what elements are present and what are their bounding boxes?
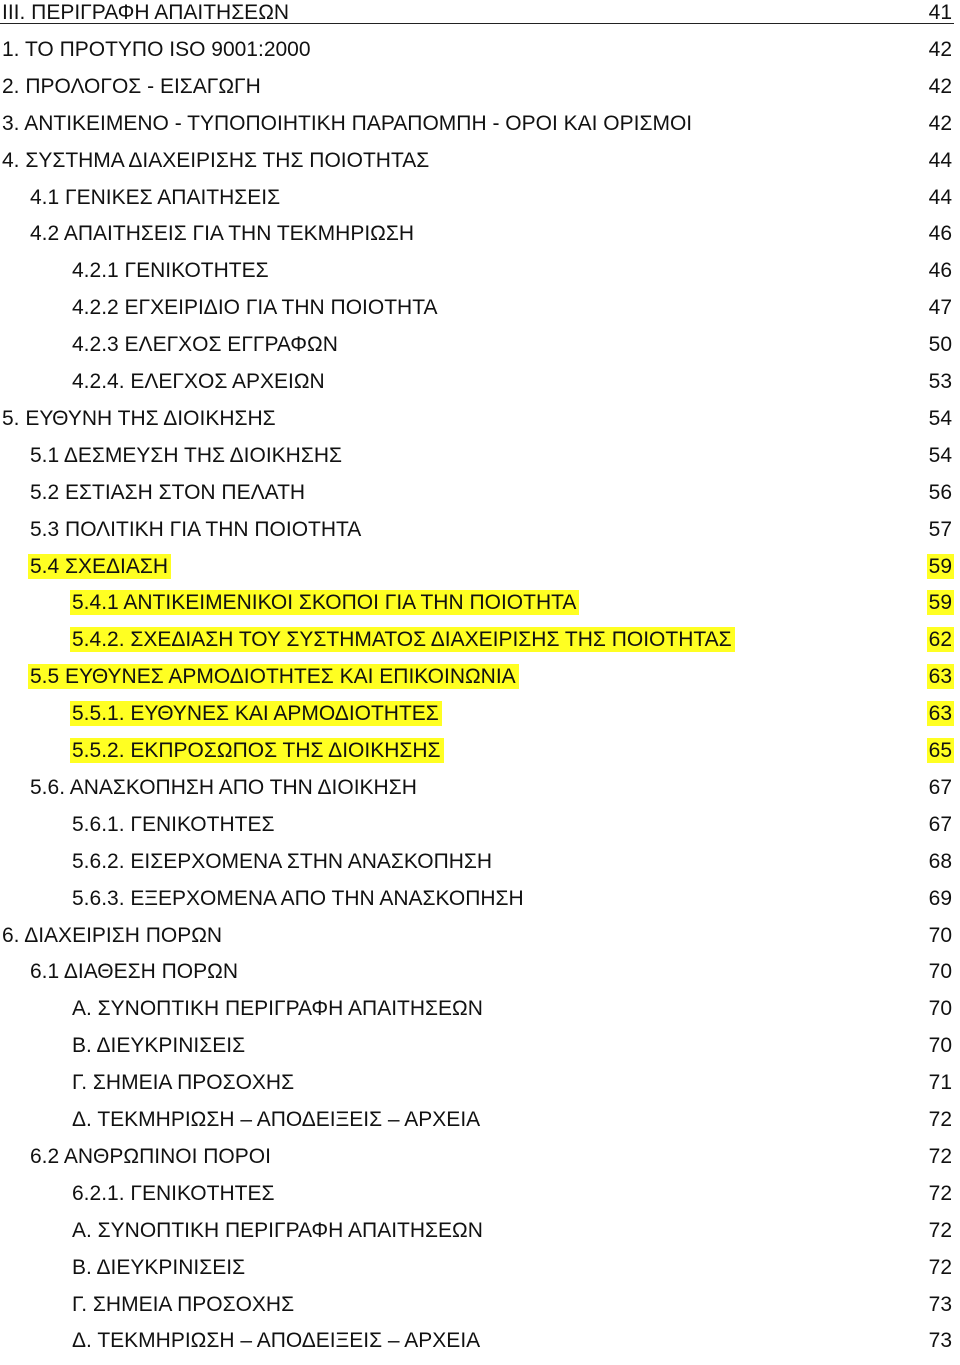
toc-entry [0, 221, 960, 258]
toc-entry-title: 3. ΑΝΤΙΚΕΙΜΕΝΟ - ΤΥΠΟΠΟΙΗΤΙΚΗ ΠΑΡΑΠΟΜΠΗ - ΟΡΟΙ ΚΑΙ ΟΡΙΣΜΟΙ [2, 111, 693, 135]
toc-entry [0, 923, 960, 960]
toc-entry [0, 517, 960, 554]
toc-entry-page-number: 73 [928, 1329, 952, 1353]
toc-entry-page-number: 50 [928, 333, 952, 357]
toc-entry-page-number: 70 [928, 923, 952, 947]
toc-entry-page-number: 70 [928, 960, 952, 984]
toc-entry [0, 1218, 960, 1255]
toc-entry-page-number: 42 [928, 111, 952, 135]
toc-entry-title: 5.4 ΣΧΕΔΙΑΣΗ [28, 554, 171, 579]
toc-entry-title: 6.2 ΑΝΘΡΩΠΙΝΟΙ ΠΟΡΟΙ [30, 1144, 271, 1168]
toc-entry [0, 443, 960, 480]
toc-entry-page-number: 72 [928, 1255, 952, 1279]
toc-entry-title: 5.6.2. ΕΙΣΕΡΧΟΜΕΝΑ ΣΤΗΝ ΑΝΑΣΚΟΠΗΣΗ [72, 849, 493, 873]
toc-entry-title: 4.1 ΓΕΝΙΚΕΣ ΑΠΑΙΤΗΣΕΙΣ [30, 185, 281, 209]
toc-entry-title: Δ. ΤΕΚΜΗΡΙΩΣΗ – ΑΠΟΔΕΙΞΕΙΣ – ΑΡΧΕΙΑ [72, 1329, 481, 1353]
toc-entry-title: 6.2.1. ΓΕΝΙΚΟΤΗΤΕΣ [72, 1181, 275, 1205]
toc-entry-page-number: 57 [928, 517, 952, 541]
toc-entry-page-number: 44 [928, 185, 952, 209]
toc-entry [0, 849, 960, 886]
toc-entry-page-number: 54 [928, 406, 952, 430]
toc-entry-title: 5.5 ΕΥΘΥΝΕΣ ΑΡΜΟΔΙΟΤΗΤΕΣ ΚΑΙ ΕΠΙΚΟΙΝΩΝΙΑ [28, 664, 519, 689]
toc-entry-page-number: 42 [928, 74, 952, 98]
toc-entry-page-number: 53 [928, 370, 952, 393]
toc-entry-title: 4.2 ΑΠΑΙΤΗΣΕΙΣ ΓΙΑ ΤΗΝ ΤΕΚΜΗΡΙΩΣΗ [30, 222, 415, 246]
toc-entry-title: Δ. ΤΕΚΜΗΡΙΩΣΗ – ΑΠΟΔΕΙΞΕΙΣ – ΑΡΧΕΙΑ [72, 1108, 481, 1131]
toc-entry [0, 886, 960, 923]
toc-entry [0, 369, 960, 406]
toc-entry-page-number: 56 [928, 480, 952, 504]
toc-entry-title: 5.1 ΔΕΣΜΕΥΣΗ ΤΗΣ ΔΙΟΙΚΗΣΗΣ [30, 443, 342, 467]
toc-entry-title: 4. ΣΥΣΤΗΜΑ ΔΙΑΧΕΙΡΙΣΗΣ ΤΗΣ ΠΟΙΟΤΗΤΑΣ [2, 148, 430, 172]
toc-entry-page-number: 72 [928, 1218, 952, 1242]
toc-entry-title: 4.2.2 ΕΓΧΕΙΡΙΔΙΟ ΓΙΑ ΤΗΝ ΠΟΙΟΤΗΤΑ [72, 296, 438, 320]
toc-entry [0, 627, 960, 664]
toc-entry-page-number: 65 [928, 739, 952, 762]
toc-entry [0, 1292, 960, 1329]
toc-entry-page-number: 46 [928, 259, 952, 283]
toc-entry [0, 701, 960, 738]
toc-entry [0, 1181, 960, 1218]
toc-entry-title: Γ. ΣΗΜΕΙΑ ΠΡΟΣΟΧΗΣ [72, 1292, 295, 1316]
toc-entry-title: 5.2 ΕΣΤΙΑΣΗ ΣΤΟΝ ΠΕΛΑΤΗ [30, 480, 306, 504]
toc-entry-title: 5.6.1. ΓΕΝΙΚΟΤΗΤΕΣ [72, 812, 275, 836]
toc-entry-title: Β. ΔΙΕΥΚΡΙΝΙΣΕΙΣ [72, 1034, 246, 1058]
toc-entry [0, 1144, 960, 1181]
toc-entry-title: 5.6.3. ΕΞΕΡΧΟΜΕΝΑ ΑΠΟ ΤΗΝ ΑΝΑΣΚΟΠΗΣΗ [72, 886, 524, 910]
toc-entry [0, 1033, 960, 1070]
toc-entry-page-number: 71 [928, 1071, 952, 1095]
toc-entry-page-number: 41 [928, 1, 952, 24]
toc-entry-page-number: 70 [928, 997, 952, 1021]
toc-entry [0, 1255, 960, 1292]
toc-entry-page-number: 67 [928, 812, 952, 836]
toc-entry-page-number: 44 [928, 148, 952, 172]
toc-entry [0, 554, 960, 591]
toc-entry-title: Β. ΔΙΕΥΚΡΙΝΙΣΕΙΣ [72, 1255, 246, 1279]
toc-entry-page-number: 68 [928, 849, 952, 873]
toc-entry [0, 295, 960, 332]
toc-entry [0, 74, 960, 111]
toc-entry [0, 738, 960, 775]
toc-entry-page-number: 63 [928, 702, 952, 726]
toc-entry-title: 5.4.2. ΣΧΕΔΙΑΣΗ ΤΟΥ ΣΥΣΤΗΜΑΤΟΣ ΔΙΑΧΕΙΡΙΣΗΣ ΤΗΣ ΠΟΙΟΤΗΤΑΣ [70, 627, 735, 652]
toc-entry [0, 258, 960, 295]
toc-entry-page-number: 59 [928, 554, 952, 578]
toc-entry-title: 5. ΕΥΘΥΝΗ ΤΗΣ ΔΙΟΙΚΗΣΗΣ [2, 406, 276, 430]
toc-entry [0, 996, 960, 1033]
toc-entry-title: 5.6. ΑΝΑΣΚΟΠΗΣΗ ΑΠΟ ΤΗΝ ΔΙΟΙΚΗΣΗ [30, 775, 417, 799]
toc-entry-page-number: 70 [928, 1034, 952, 1058]
toc-entry-page-number: 59 [928, 591, 952, 615]
toc-entry [0, 1070, 960, 1107]
toc-entry-title: 4.2.4. ΕΛΕΓΧΟΣ ΑΡΧΕΙΩΝ [72, 370, 325, 393]
toc-entry [0, 664, 960, 701]
toc-entry [0, 480, 960, 517]
toc-entry [0, 332, 960, 369]
toc-entry-title: 6.1 ΔΙΑΘΕΣΗ ΠΟΡΩΝ [30, 960, 238, 984]
toc-entry-title: 5.5.2. ΕΚΠΡΟΣΩΠΟΣ ΤΗΣ ΔΙΟΙΚΗΣΗΣ [70, 738, 444, 763]
toc-entry-title: 5.5.1. ΕΥΘΥΝΕΣ ΚΑΙ ΑΡΜΟΔΙΟΤΗΤΕΣ [70, 701, 442, 726]
toc-entry-page-number: 67 [928, 775, 952, 799]
toc-entry [0, 812, 960, 849]
toc-entry [0, 590, 960, 627]
toc-entry [0, 1328, 960, 1365]
toc-entry-page-number: 72 [928, 1108, 952, 1131]
toc-entry-title: Γ. ΣΗΜΕΙΑ ΠΡΟΣΟΧΗΣ [72, 1071, 295, 1095]
toc-entry-page-number: 72 [928, 1144, 952, 1168]
toc-entry [0, 111, 960, 148]
toc-entry [0, 959, 960, 996]
toc-entry-title: Α. ΣΥΝΟΠΤΙΚΗ ΠΕΡΙΓΡΑΦΗ ΑΠΑΙΤΗΣΕΩΝ [72, 1218, 483, 1242]
toc-entry [0, 37, 960, 74]
toc-entry-page-number: 54 [928, 443, 952, 467]
toc-entry [0, 1107, 960, 1144]
toc-entry-title: 4.2.3 ΕΛΕΓΧΟΣ ΕΓΓΡΑΦΩΝ [72, 333, 338, 357]
toc-entry-title: 4.2.1 ΓΕΝΙΚΟΤΗΤΕΣ [72, 259, 269, 283]
toc-entry-title: 5.4.1 ΑΝΤΙΚΕΙΜΕΝΙΚΟΙ ΣΚΟΠΟΙ ΓΙΑ ΤΗΝ ΠΟΙΟΤΗΤΑ [70, 590, 579, 615]
toc-entry [0, 185, 960, 222]
toc-entry [0, 775, 960, 812]
toc-entry [0, 148, 960, 185]
toc-entry-title: III. ΠΕΡΙΓΡΑΦΗ ΑΠΑΙΤΗΣΕΩΝ [2, 1, 290, 24]
toc-entry-page-number: 46 [928, 222, 952, 246]
toc-entry-title: 1. ΤΟ ΠΡΟΤΥΠΟ ISO 9001:2000 [2, 37, 311, 61]
toc-entry-title: 6. ΔΙΑΧΕΙΡΙΣΗ ΠΟΡΩΝ [2, 923, 223, 947]
toc-entry-page-number: 72 [928, 1181, 952, 1205]
toc-entry [0, 406, 960, 443]
toc-entry-page-number: 42 [928, 37, 952, 61]
toc-entry-title: 5.3 ΠΟΛΙΤΙΚΗ ΓΙΑ ΤΗΝ ΠΟΙΟΤΗΤΑ [30, 517, 362, 541]
toc-entry-page-number: 69 [928, 886, 952, 910]
toc-entry-page-number: 47 [928, 296, 952, 320]
toc-entry-title: Α. ΣΥΝΟΠΤΙΚΗ ΠΕΡΙΓΡΑΦΗ ΑΠΑΙΤΗΣΕΩΝ [72, 997, 483, 1021]
toc-entry-page-number: 73 [928, 1292, 952, 1316]
toc-entry [0, 0, 960, 37]
toc-entry-page-number: 63 [928, 665, 952, 689]
toc-entry-page-number: 62 [928, 628, 952, 652]
toc-entry-title: 2. ΠΡΟΛΟΓΟΣ - ΕΙΣΑΓΩΓΗ [2, 74, 261, 98]
